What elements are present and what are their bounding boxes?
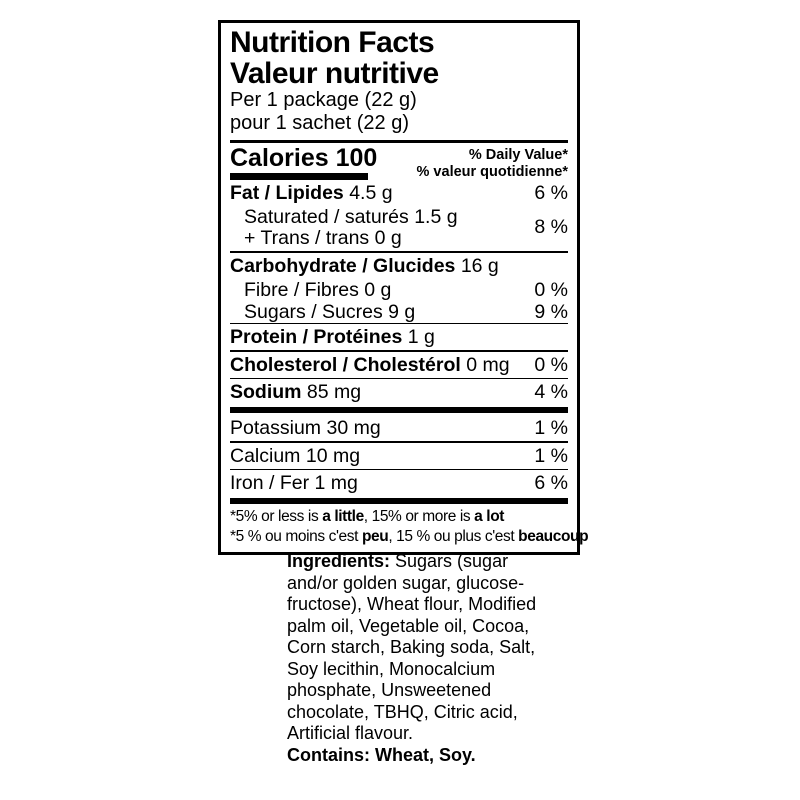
title-fr: Valeur nutritive — [230, 57, 439, 90]
iron-percent: 6 % — [534, 472, 568, 494]
nutrient-row-saturated-trans — [230, 206, 568, 251]
nutrient-row-iron: Iron / Fer 1 mg 6 % — [230, 472, 568, 494]
nutrient-row-calcium: Calcium 10 mg 1 % — [230, 444, 568, 467]
nutrition-facts-label — [218, 20, 589, 555]
trans-line: + Trans / trans 0 g — [244, 226, 402, 249]
nutrient-row-cholesterol: Cholesterol / Cholestérol 0 mg 0 % — [230, 353, 568, 376]
calories-label: Calories — [230, 144, 329, 172]
calories-underline-bar — [230, 173, 368, 180]
sugars-percent: 9 % — [534, 300, 568, 323]
daily-value-header — [417, 145, 568, 180]
fibre-percent: 0 % — [534, 278, 568, 301]
nutrient-row-sodium: Sodium 85 mg 4 % — [230, 381, 568, 403]
fat-percent: 6 % — [534, 182, 568, 204]
divider-thick — [230, 407, 568, 413]
sodium-percent: 4 % — [534, 381, 568, 403]
nutrient-row-protein: Protein / Protéines 1 g — [230, 326, 435, 348]
contains-statement: Contains: Wheat, Soy. — [287, 744, 476, 765]
calories — [230, 145, 377, 180]
nutrient-row-fibre: Fibre / Fibres 0 g 0 % — [244, 278, 568, 301]
cholesterol-percent: 0 % — [534, 353, 568, 376]
divider-thick — [230, 498, 568, 504]
nutrient-row-fat: Fat / Lipides 4.5 g 6 % — [230, 182, 568, 204]
title-en: Nutrition Facts — [230, 26, 435, 59]
saturated-line: Saturated / saturés 1.5 g — [244, 206, 458, 228]
nutrient-row-carbohydrate: Carbohydrate / Glucides 16 g — [230, 254, 499, 277]
footnote-en: *5% or less is a little, 15% or more is a lot — [230, 508, 505, 525]
ingredients-text: Sugars (sugar and/or golden sugar, glucose-fructose), Wheat flour, Modified palm oil, Vegetable oil, Cocoa, Corn starch, Baking soda, Salt, Soy lecithin, Monocalcium phosphate, Unsweetened chocolate, TBHQ, Citric acid, Artificial flavour. — [287, 551, 537, 743]
potassium-percent: 1 % — [534, 417, 568, 439]
ingredients-section — [287, 551, 564, 766]
divider-medium — [230, 140, 568, 143]
nutrient-row-sugars: Sugars / Sucres 9 g 9 % — [244, 300, 568, 323]
nutrient-row-potassium: Potassium 30 mg 1 % — [230, 417, 568, 439]
ingredients-label: Ingredients: — [287, 551, 391, 571]
calories-value: 100 — [335, 144, 378, 172]
daily-value-header-fr: % valeur quotidienne* — [416, 163, 568, 180]
calcium-percent: 1 % — [534, 444, 568, 467]
calories-row — [230, 145, 568, 180]
serving-size-fr: pour 1 sachet (22 g) — [230, 112, 409, 134]
footnote-fr: *5 % ou moins c'est peu, 15 % ou plus c'est beaucoup — [230, 528, 589, 545]
daily-value-header-en: % Daily Value* — [468, 147, 568, 163]
saturated-trans-percent: 8 % — [534, 216, 568, 238]
serving-size-en: Per 1 package (22 g) — [230, 89, 417, 111]
